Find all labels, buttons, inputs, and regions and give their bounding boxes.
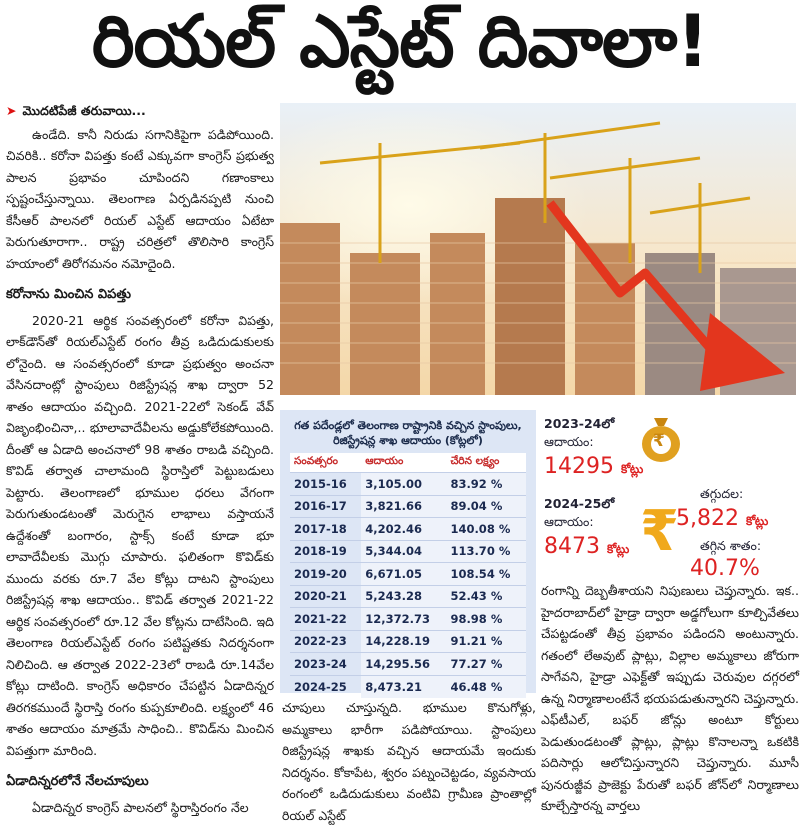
revenue-table — [290, 453, 526, 698]
stat-year1-label: ఆదాయం: — [544, 434, 594, 449]
revenue-table-panel — [280, 410, 536, 693]
cell-year: 2016-17 — [290, 495, 361, 518]
table-row — [290, 563, 526, 586]
rupee-icon: ₹ — [640, 499, 679, 564]
cell-year: 2018-19 — [290, 540, 361, 563]
cell-year: 2023-24 — [290, 653, 361, 676]
cell-target: 46.48 % — [446, 675, 526, 698]
col-header-revenue: ఆదాయం — [361, 453, 446, 473]
paragraph-middle: చూపులు చూస్తున్నది. భూముల కొనుగోళ్లు, అమ్మకాలు భారీగా పడిపోయాయి. స్టాంపులు రిజిస్ట్రేషన్ల శాఖకు వచ్చిన ఆదాయమే ఇందుకు నిదర్శనం. కోకాపేట, శ్వరం పట్నంచెట్టడం, వ్యవసాయ రంగంలో ఒడిదుడుకులు వంటివి గ్రామీణ ప్రాంతాల్లో రియల్ ఎస్టేట్ — [282, 700, 536, 823]
paragraph-right: రంగాన్ని దెబ్బతీశాయని నిపుణులు చెప్తున్నారు. ఇక.. హైదరాబాద్‌లో హైడ్రా ద్వారా అడ్డగోలుగా కూల్చివేతలు చేపట్టడంతో తీవ్ర ప్రభావం పడిందని అంటున్నారు. గతంలో లేఅవుట్ ప్లాట్లు, విల్లాల అమ్మకాలు జోరుగా సాగేవని, హైడ్రా ఎఫెక్ట్‌తో ఇప్పుడు చెరువుల దగ్గరలో ఉన్న నిర్మాణాలంటేనే భయపడుతున్నారని చెప్తున్నారు. ఎఫ్‌టీఎల్, బఫర్ జోన్లు అంటూ కోర్టులు పెడుతుండటంతో ప్లాట్లు, ప్లాట్లు కొనాలన్నా ఒకటికి పదిసార్లు ఆలోచిస్తున్నారని చెప్తున్నారు. మూసీ పునరుజ్జీవ ప్రాజెక్టు పేరుతో బఫర్ జోన్‌లో నిర్మాణాలు కూల్చేస్తారన్న వార్తలు — [541, 583, 799, 813]
cell-revenue: 3,821.66 — [361, 495, 446, 518]
cell-year: 2017-18 — [290, 518, 361, 541]
cell-target: 77.27 % — [446, 653, 526, 676]
cell-revenue: 3,105.00 — [361, 473, 446, 496]
stat-year2-value — [544, 534, 629, 559]
cell-revenue: 14,295.56 — [361, 653, 446, 676]
subheading-decline: ఏడాదిన్నరలోనే నేలచూపులు — [6, 774, 149, 789]
col-header-target: చేరిన లక్ష్యం — [446, 453, 526, 473]
cell-year: 2022-23 — [290, 630, 361, 653]
chevron-right-icon: ➤ — [6, 103, 17, 118]
table-row — [290, 518, 526, 541]
stat-year2-number: 8473 — [544, 534, 600, 559]
cell-target: 113.70 % — [446, 540, 526, 563]
middle-article-column — [282, 697, 536, 823]
cell-revenue: 12,372.73 — [361, 608, 446, 631]
money-bag-icon — [638, 410, 684, 464]
cell-revenue: 5,344.04 — [361, 540, 446, 563]
stat-year1: 2023-24లో — [544, 416, 615, 431]
kicker-text: మొదటిపేజీ తరువాయి... — [22, 103, 146, 118]
right-article-column — [541, 580, 799, 813]
stat-year1-unit: కోట్లు — [621, 462, 644, 476]
stat-drop-value — [676, 506, 768, 531]
cell-revenue: 4,202.46 — [361, 518, 446, 541]
continued-kicker — [6, 100, 274, 122]
paragraph-intro: ఉండేది. కానీ నిరుడు సగానికిపైగా పడిపోయింది. చివరికి.. కరోనా విపత్తు కంటే ఎక్కువగా కాంగ్రెస్ ప్రభుత్వ పాలన ప్రభావం చూపిందని గణాంకాలు స్పష్టంచేస్తున్నాయి. తెలంగాణ ఏర్పడినప్పటి నుంచి కేసీఆర్ పాలనలో రియల్ ఎస్టేట్ ఆదాయం ఏటేటా పెరుగుతూరాగా.. రాష్ట్ర చరిత్రలో తొలిసారి కాంగ్రెస్ హయాంలో తిరోగమనం నమోదైంది. — [6, 126, 274, 271]
cell-target: 98.98 % — [446, 608, 526, 631]
subheading-corona: కరోనాను మించిన విపత్తు — [6, 287, 132, 302]
cell-year: 2020-21 — [290, 585, 361, 608]
table-title: గత పదేండ్లలో తెలంగాణ రాష్ట్రానికి వచ్చిన స్టాంపులు, రిజిస్ట్రేషన్ల శాఖ ఆదాయం (కోట్లలో) — [294, 419, 522, 447]
cell-revenue: 14,228.19 — [361, 630, 446, 653]
construction-photo — [280, 103, 796, 395]
stat-year1-number: 14295 — [544, 454, 614, 479]
left-article-column — [6, 100, 274, 815]
cell-target: 83.92 % — [446, 473, 526, 496]
paragraph-corona: 2020-21 ఆర్థిక సంవత్సరంలో కరోనా విపత్తు, లాక్‌డౌన్‌తో రియల్‌ఎస్టేట్ రంగం తీవ్ర ఒడిదుడుకులకు లోనైంది. ఆ సంవత్సరంలో కూడా ప్రభుత్వం అంచనా వేసినదాంట్లో స్టాంపులు రిజిస్ట్రేషన్ల శాఖ ద్వారా 52 శాతం ఆదాయం వచ్చింది. 2021-22లో సెకండ్ వేవ్ విజృంభించినా,.. భూలావాదేవీలను అడ్డుకోలేకపోయింది. దీంతో ఆ ఏడాది అంచనాలో 98 శాతం రాబడి వచ్చింది. కొవిడ్ తర్వాత చాలామంది స్థిరాస్తిలో పెట్టుబడులు పెట్టారు. తెలంగాణలో భూముల ధరలు వేగంగా పెరుగుతుండటంతో మెరుగైన లాభాలు వస్తాయనే ఉద్దేశంతో బంగారం, స్టాక్స్ కంటే కూడా భూ లావాదేవీలకు మొగ్గు చూపారు. ఫలితంగా కొవిడ్‌కు ముందు వరకు రూ.7 వేల కోట్లు దాటని స్టాంపులు రిజిస్ట్రేషన్ల శాఖ ఆదాయం.. కొవిడ్ తర్వాత 2021-22 ఆర్థిక సంవత్సరంలో రూ.12 వేల కోట్లను దాటేసింది. ఇది తెలంగాణ రియల్‌ఎస్టేట్ రంగం పటిష్టతకు నిదర్శనంగా నిలిచింది. ఆ తర్వాత 2022-23లో రాబడి రూ.14వేల కోట్లు దాటింది. కాంగ్రెస్ అధికారం చేపట్టిన ఏడాదిన్నర తిరగకముందే స్థిరాస్తి రంగం కుప్పకూలింది. లక్ష్యంలో 46 శాతం ఆదాయం మాత్రమే సాధించి.. కొవిడ్‌ను మించిన విపత్తుగా మారింది. — [6, 312, 274, 758]
table-row — [290, 653, 526, 676]
cell-year: 2019-20 — [290, 563, 361, 586]
table-row — [290, 495, 526, 518]
stats-panel — [540, 410, 796, 580]
col-header-year: సంవత్సరం — [290, 453, 361, 473]
cell-target: 89.04 % — [446, 495, 526, 518]
cell-year: 2024-25 — [290, 675, 361, 698]
table-row — [290, 540, 526, 563]
table-row — [290, 473, 526, 496]
paragraph-decline: ఏడాదిన్నర కాంగ్రెస్ పాలనలో స్థిరాస్తిరంగం నేల — [32, 799, 249, 815]
stat-year2-label: ఆదాయం: — [544, 514, 594, 529]
table-row — [290, 630, 526, 653]
cell-target: 140.08 % — [446, 518, 526, 541]
table-row — [290, 675, 526, 698]
rupee-symbol: ₹ — [653, 431, 665, 451]
table-row — [290, 585, 526, 608]
cell-revenue: 6,671.05 — [361, 563, 446, 586]
stat-year2: 2024-25లో — [544, 496, 615, 511]
stat-pct-label: తగ్గిన శాతం: — [700, 538, 762, 553]
cell-target: 91.21 % — [446, 630, 526, 653]
stat-year1-value — [544, 454, 643, 479]
headline: రియల్ ఎస్టేట్ దివాలా! — [91, 0, 709, 83]
stat-year2-unit: కోట్లు — [607, 542, 630, 556]
cell-target: 52.43 % — [446, 585, 526, 608]
cell-revenue: 5,243.28 — [361, 585, 446, 608]
table-row — [290, 608, 526, 631]
cell-target: 108.54 % — [446, 563, 526, 586]
stat-pct-value: 40.7% — [690, 556, 760, 581]
cell-year: 2015-16 — [290, 473, 361, 496]
cell-year: 2021-22 — [290, 608, 361, 631]
stat-drop-label: తగ్గుదల: — [700, 486, 744, 501]
cell-revenue: 8,473.21 — [361, 675, 446, 698]
stat-drop-number: 5,822 — [676, 506, 739, 531]
stat-drop-unit: కోట్లు — [745, 514, 769, 528]
